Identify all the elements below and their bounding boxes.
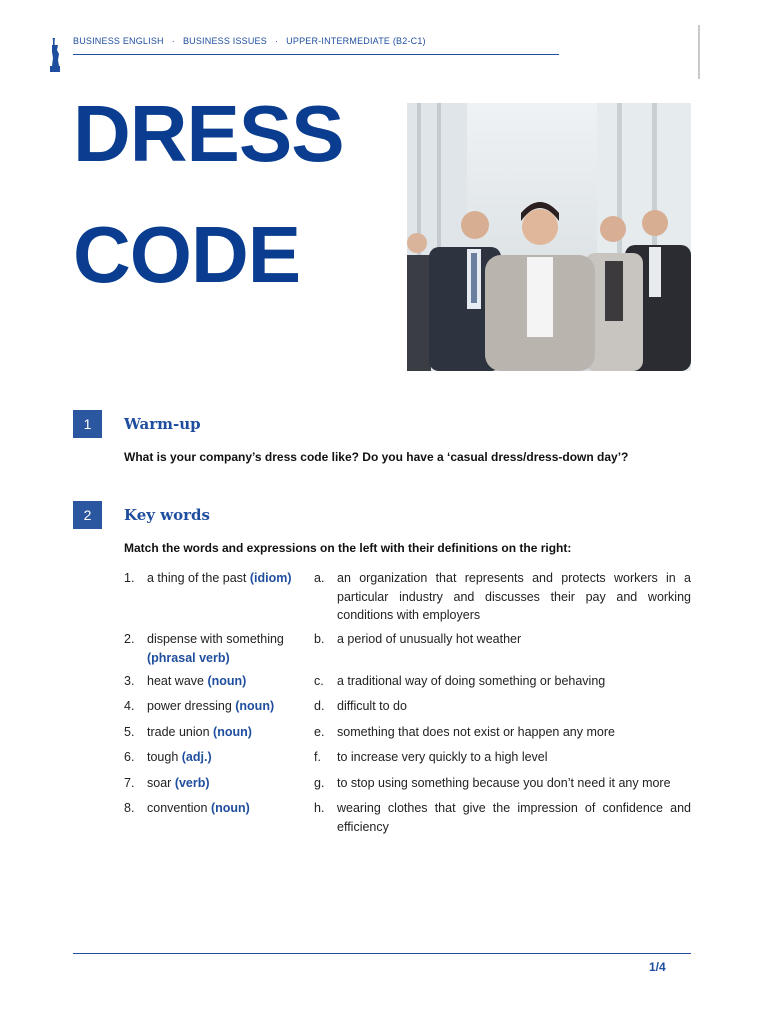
- section-number-badge: 2: [73, 501, 102, 529]
- breadcrumb-item[interactable]: BUSINESS ISSUES: [182, 36, 267, 46]
- page-number: 1/4: [649, 960, 666, 974]
- word-class-tag: (noun): [210, 801, 250, 815]
- footer-divider: [73, 953, 691, 954]
- breadcrumb-separator: ·: [274, 36, 279, 46]
- item-number: 1.: [124, 571, 135, 585]
- definition-text: a traditional way of doing something or behaving: [337, 674, 606, 688]
- item-number: 7.: [124, 776, 135, 790]
- section-instruction: Match the words and expressions on the left with their definitions on the right:: [124, 541, 572, 555]
- side-divider: [698, 25, 700, 79]
- word-class-tag: (adj.): [181, 750, 212, 764]
- business-team-photo: [407, 103, 691, 371]
- section-title: Warm-up: [124, 415, 201, 433]
- item-number: 4.: [124, 699, 135, 713]
- page-title-line-2: CODE: [73, 210, 301, 299]
- definition-letter: f.: [314, 750, 321, 764]
- definition-text: difficult to do: [337, 699, 407, 713]
- item-word: dispense with something (phrasal verb): [147, 632, 284, 665]
- word-class-tag: (verb): [174, 776, 210, 790]
- definition-letter: h.: [314, 801, 325, 815]
- breadcrumb-separator: ·: [171, 36, 175, 46]
- section-number-badge: 1: [73, 410, 102, 438]
- breadcrumb-item[interactable]: UPPER-INTERMEDIATE (B2-C1): [286, 36, 426, 46]
- breadcrumb-item[interactable]: BUSINESS ENGLISH: [73, 36, 164, 46]
- definition-text: something that does not exist or happen any more: [337, 725, 615, 739]
- word-class-tag: (noun): [235, 699, 275, 713]
- definition-text: an organization that represents and protects workers in a particular industry and discusses their pay and working conditions with employers: [337, 571, 691, 622]
- definition-text: a period of unusually hot weather: [337, 632, 522, 646]
- page-title-line-1: DRESS: [73, 89, 344, 178]
- item-word: power dressing (noun): [147, 699, 275, 713]
- item-word: a thing of the past (idiom): [147, 571, 292, 585]
- item-word: heat wave (noun): [147, 674, 247, 688]
- item-word: tough (adj.): [147, 750, 212, 764]
- definition-letter: e.: [314, 725, 325, 739]
- word-class-tag: (phrasal verb): [147, 650, 230, 665]
- item-word: trade union (noun): [147, 725, 252, 739]
- definition-letter: g.: [314, 776, 325, 790]
- header-divider: [73, 54, 559, 55]
- word-class-tag: (idiom): [249, 571, 292, 585]
- item-word: soar (verb): [147, 776, 210, 790]
- item-number: 6.: [124, 750, 135, 764]
- item-word: convention (noun): [147, 801, 250, 815]
- item-number: 8.: [124, 801, 135, 815]
- definition-text: wearing clothes that give the impression of confidence and efficiency: [337, 801, 691, 834]
- word-class-tag: (noun): [213, 725, 252, 739]
- definition-text: to increase very quickly to a high level: [337, 750, 548, 764]
- item-number: 2.: [124, 632, 135, 646]
- definition-text: to stop using something because you don’t need it any more: [337, 776, 671, 790]
- statue-of-liberty-icon: [48, 38, 62, 72]
- item-number: 3.: [124, 674, 135, 688]
- definition-letter: c.: [314, 674, 324, 688]
- definition-letter: a.: [314, 571, 325, 585]
- section-title: Key words: [124, 506, 210, 524]
- definition-letter: b.: [314, 632, 325, 646]
- breadcrumb: [73, 36, 426, 46]
- word-class-tag: (noun): [207, 674, 247, 688]
- definition-letter: d.: [314, 699, 325, 713]
- item-number: 5.: [124, 725, 135, 739]
- section-instruction: What is your company’s dress code like? Do you have a ‘casual dress/dress-down day’?: [124, 450, 629, 464]
